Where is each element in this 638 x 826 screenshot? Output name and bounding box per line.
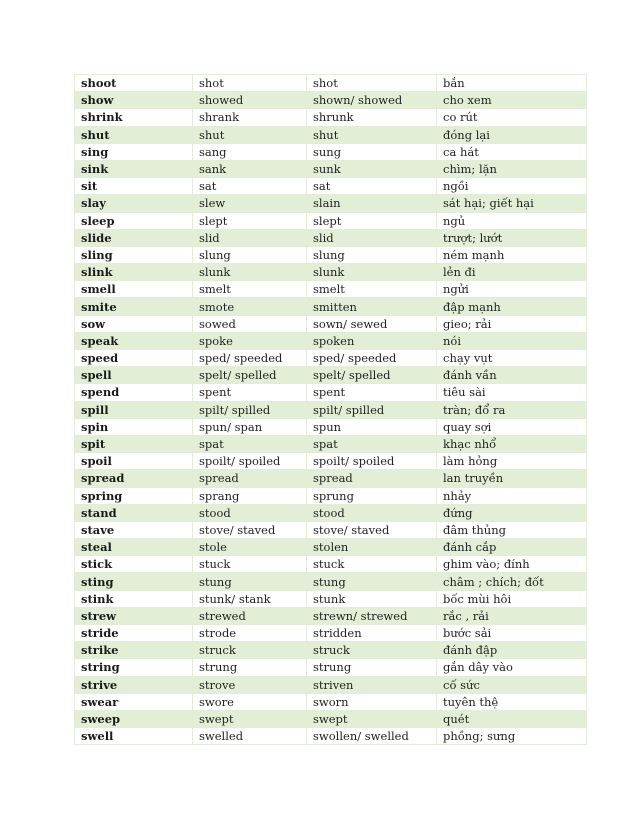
past-participle-cell: stridden [307, 625, 437, 642]
past-participle-cell: strung [307, 659, 437, 676]
past-simple-cell: slid [193, 229, 307, 246]
past-participle-cell: stolen [307, 539, 437, 556]
meaning-cell: ngủ [437, 212, 587, 229]
table-row [75, 160, 587, 177]
meaning-cell: bốc mùi hôi [437, 590, 587, 607]
base-form-cell: swear [75, 693, 193, 710]
table-row [75, 728, 587, 745]
meaning-cell: lan truyền [437, 470, 587, 487]
past-participle-cell: stuck [307, 556, 437, 573]
table-row [75, 504, 587, 521]
base-form-cell: stink [75, 590, 193, 607]
past-simple-cell: spat [193, 435, 307, 452]
past-participle-cell: spread [307, 470, 437, 487]
table-row [75, 332, 587, 349]
verbs-table-body [75, 75, 587, 745]
base-form-cell: sling [75, 246, 193, 263]
base-form-cell: sing [75, 143, 193, 160]
base-form-cell: stride [75, 625, 193, 642]
table-row [75, 435, 587, 452]
past-simple-cell: sowed [193, 315, 307, 332]
past-participle-cell: striven [307, 676, 437, 693]
base-form-cell: string [75, 659, 193, 676]
table-row [75, 521, 587, 538]
past-simple-cell: strove [193, 676, 307, 693]
past-simple-cell: stole [193, 539, 307, 556]
meaning-cell: làm hỏng [437, 453, 587, 470]
table-row [75, 264, 587, 281]
past-simple-cell: spoke [193, 332, 307, 349]
base-form-cell: slink [75, 264, 193, 281]
past-simple-cell: stunk/ stank [193, 590, 307, 607]
past-simple-cell: stood [193, 504, 307, 521]
table-row [75, 590, 587, 607]
past-participle-cell: stunk [307, 590, 437, 607]
past-participle-cell: smitten [307, 298, 437, 315]
table-row [75, 281, 587, 298]
past-participle-cell: sped/ speeded [307, 350, 437, 367]
meaning-cell: ngồi [437, 178, 587, 195]
past-participle-cell: struck [307, 642, 437, 659]
past-simple-cell: sank [193, 160, 307, 177]
past-simple-cell: sat [193, 178, 307, 195]
table-row [75, 384, 587, 401]
past-simple-cell: stove/ staved [193, 521, 307, 538]
table-row [75, 659, 587, 676]
past-participle-cell: swollen/ swelled [307, 728, 437, 745]
table-row [75, 126, 587, 143]
table-row [75, 401, 587, 418]
table-row [75, 487, 587, 504]
base-form-cell: shoot [75, 75, 193, 92]
past-simple-cell: swept [193, 710, 307, 727]
meaning-cell: ca hát [437, 143, 587, 160]
table-row [75, 212, 587, 229]
meaning-cell: ngửi [437, 281, 587, 298]
table-row [75, 556, 587, 573]
meaning-cell: tuyên thệ [437, 693, 587, 710]
base-form-cell: spread [75, 470, 193, 487]
past-simple-cell: smelt [193, 281, 307, 298]
past-participle-cell: shrunk [307, 109, 437, 126]
base-form-cell: spoil [75, 453, 193, 470]
past-simple-cell: strode [193, 625, 307, 642]
past-simple-cell: spread [193, 470, 307, 487]
base-form-cell: speed [75, 350, 193, 367]
table-row [75, 607, 587, 624]
table-row [75, 573, 587, 590]
meaning-cell: cố sức [437, 676, 587, 693]
meaning-cell: tiêu sài [437, 384, 587, 401]
base-form-cell: speak [75, 332, 193, 349]
past-participle-cell: slunk [307, 264, 437, 281]
table-row [75, 315, 587, 332]
base-form-cell: strew [75, 607, 193, 624]
base-form-cell: strike [75, 642, 193, 659]
base-form-cell: spend [75, 384, 193, 401]
past-participle-cell: spilt/ spilled [307, 401, 437, 418]
base-form-cell: steal [75, 539, 193, 556]
base-form-cell: slay [75, 195, 193, 212]
past-simple-cell: swore [193, 693, 307, 710]
meaning-cell: lẻn đi [437, 264, 587, 281]
past-participle-cell: shown/ showed [307, 92, 437, 109]
meaning-cell: đâm thủng [437, 521, 587, 538]
meaning-cell: đóng lại [437, 126, 587, 143]
table-row [75, 109, 587, 126]
table-row [75, 642, 587, 659]
past-simple-cell: shot [193, 75, 307, 92]
table-row [75, 350, 587, 367]
past-participle-cell: spun [307, 418, 437, 435]
table-row [75, 676, 587, 693]
meaning-cell: gieo; rải [437, 315, 587, 332]
past-simple-cell: struck [193, 642, 307, 659]
meaning-cell: trượt; lướt [437, 229, 587, 246]
base-form-cell: spring [75, 487, 193, 504]
past-simple-cell: strewed [193, 607, 307, 624]
past-participle-cell: swept [307, 710, 437, 727]
past-simple-cell: sang [193, 143, 307, 160]
meaning-cell: đứng [437, 504, 587, 521]
past-simple-cell: sprang [193, 487, 307, 504]
base-form-cell: spell [75, 367, 193, 384]
past-participle-cell: stung [307, 573, 437, 590]
table-row [75, 92, 587, 109]
meaning-cell: cho xem [437, 92, 587, 109]
past-participle-cell: sworn [307, 693, 437, 710]
table-row [75, 470, 587, 487]
past-participle-cell: smelt [307, 281, 437, 298]
past-participle-cell: sown/ sewed [307, 315, 437, 332]
past-simple-cell: shrank [193, 109, 307, 126]
meaning-cell: phồng; sưng [437, 728, 587, 745]
past-participle-cell: slung [307, 246, 437, 263]
table-row [75, 246, 587, 263]
base-form-cell: shrink [75, 109, 193, 126]
meaning-cell: chạy vụt [437, 350, 587, 367]
base-form-cell: stand [75, 504, 193, 521]
meaning-cell: đánh vần [437, 367, 587, 384]
past-participle-cell: strewn/ strewed [307, 607, 437, 624]
meaning-cell: gắn dây vào [437, 659, 587, 676]
past-participle-cell: stood [307, 504, 437, 521]
past-participle-cell: spat [307, 435, 437, 452]
past-simple-cell: spilt/ spilled [193, 401, 307, 418]
table-row [75, 453, 587, 470]
base-form-cell: sleep [75, 212, 193, 229]
table-row [75, 143, 587, 160]
past-participle-cell: spelt/ spelled [307, 367, 437, 384]
meaning-cell: khạc nhổ [437, 435, 587, 452]
past-participle-cell: spoken [307, 332, 437, 349]
past-simple-cell: sped/ speeded [193, 350, 307, 367]
meaning-cell: bước sải [437, 625, 587, 642]
meaning-cell: rắc , rải [437, 607, 587, 624]
meaning-cell: nhảy [437, 487, 587, 504]
base-form-cell: spin [75, 418, 193, 435]
base-form-cell: spit [75, 435, 193, 452]
past-simple-cell: shut [193, 126, 307, 143]
past-simple-cell: spun/ span [193, 418, 307, 435]
base-form-cell: swell [75, 728, 193, 745]
meaning-cell: sát hại; giết hại [437, 195, 587, 212]
base-form-cell: sit [75, 178, 193, 195]
past-participle-cell: slid [307, 229, 437, 246]
past-simple-cell: slung [193, 246, 307, 263]
base-form-cell: stick [75, 556, 193, 573]
base-form-cell: smell [75, 281, 193, 298]
past-participle-cell: sung [307, 143, 437, 160]
past-participle-cell: shut [307, 126, 437, 143]
table-row [75, 539, 587, 556]
past-simple-cell: stuck [193, 556, 307, 573]
table-row [75, 298, 587, 315]
base-form-cell: strive [75, 676, 193, 693]
past-participle-cell: sprung [307, 487, 437, 504]
meaning-cell: ném mạnh [437, 246, 587, 263]
table-row [75, 710, 587, 727]
past-simple-cell: spoilt/ spoiled [193, 453, 307, 470]
meaning-cell: chìm; lặn [437, 160, 587, 177]
base-form-cell: show [75, 92, 193, 109]
past-participle-cell: slept [307, 212, 437, 229]
base-form-cell: sting [75, 573, 193, 590]
meaning-cell: châm ; chích; đốt [437, 573, 587, 590]
past-simple-cell: stung [193, 573, 307, 590]
base-form-cell: spill [75, 401, 193, 418]
base-form-cell: sweep [75, 710, 193, 727]
irregular-verbs-table [74, 74, 587, 745]
past-participle-cell: shot [307, 75, 437, 92]
base-form-cell: sow [75, 315, 193, 332]
meaning-cell: quay sợi [437, 418, 587, 435]
meaning-cell: tràn; đổ ra [437, 401, 587, 418]
table-row [75, 75, 587, 92]
past-simple-cell: slept [193, 212, 307, 229]
meaning-cell: co rút [437, 109, 587, 126]
table-row [75, 693, 587, 710]
past-participle-cell: spoilt/ spoiled [307, 453, 437, 470]
meaning-cell: bắn [437, 75, 587, 92]
meaning-cell: đánh đập [437, 642, 587, 659]
table-row [75, 625, 587, 642]
past-simple-cell: smote [193, 298, 307, 315]
table-row [75, 418, 587, 435]
meaning-cell: ghim vào; đính [437, 556, 587, 573]
base-form-cell: sink [75, 160, 193, 177]
table-row [75, 195, 587, 212]
base-form-cell: stave [75, 521, 193, 538]
past-participle-cell: sunk [307, 160, 437, 177]
past-participle-cell: spent [307, 384, 437, 401]
base-form-cell: shut [75, 126, 193, 143]
past-participle-cell: slain [307, 195, 437, 212]
past-simple-cell: slunk [193, 264, 307, 281]
meaning-cell: quét [437, 710, 587, 727]
table-row [75, 367, 587, 384]
table-row [75, 178, 587, 195]
past-simple-cell: spent [193, 384, 307, 401]
base-form-cell: slide [75, 229, 193, 246]
past-simple-cell: showed [193, 92, 307, 109]
past-simple-cell: strung [193, 659, 307, 676]
past-simple-cell: swelled [193, 728, 307, 745]
meaning-cell: đập mạnh [437, 298, 587, 315]
past-participle-cell: sat [307, 178, 437, 195]
meaning-cell: nói [437, 332, 587, 349]
meaning-cell: đánh cắp [437, 539, 587, 556]
past-participle-cell: stove/ staved [307, 521, 437, 538]
past-simple-cell: spelt/ spelled [193, 367, 307, 384]
table-row [75, 229, 587, 246]
base-form-cell: smite [75, 298, 193, 315]
past-simple-cell: slew [193, 195, 307, 212]
